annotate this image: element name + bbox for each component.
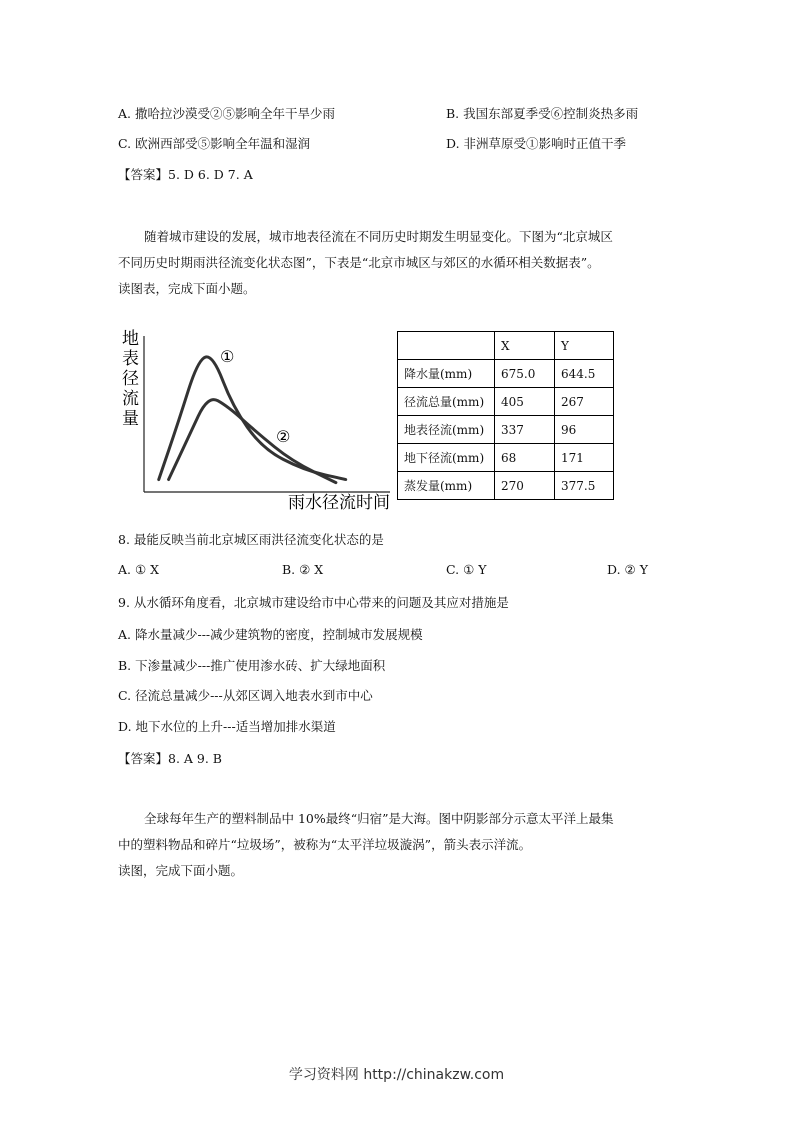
q9-option-a: A. 降水量减少---减少建筑物的密度，控制城市发展规模 <box>118 627 423 642</box>
intro-paragraph-runoff <box>118 224 678 302</box>
table-row <box>398 360 614 388</box>
q9-option-d: D. 地下水位的上升---适当增加排水渠道 <box>118 719 336 734</box>
x-axis-label: 雨水径流时间 <box>288 493 390 513</box>
table-cell: 675.0 <box>495 360 555 388</box>
q8-option-d: D. ② Y <box>607 562 648 577</box>
table-cell: 337 <box>495 416 555 444</box>
intro-line-2: 不同历史时期雨洪径流变化状态图”，下表是“北京市城区与郊区的水循环相关数据表”。 <box>118 255 600 270</box>
table-row <box>398 388 614 416</box>
table-header-cell: X <box>495 332 555 360</box>
intro-paragraph-plastic <box>118 806 678 884</box>
table-cell: 径流总量(mm) <box>398 388 495 416</box>
series-line-1 <box>159 357 346 480</box>
table-header-row <box>398 332 614 360</box>
table-cell: 267 <box>555 388 614 416</box>
y-axis-label-char: 流 <box>122 389 139 409</box>
table-row <box>398 472 614 500</box>
y-axis-label-char: 表 <box>122 349 139 369</box>
y-axis-label-char: 地 <box>122 329 139 349</box>
curve-1-label: ① <box>220 347 235 366</box>
table-cell: 270 <box>495 472 555 500</box>
table-cell: 96 <box>555 416 614 444</box>
table-cell: 蒸发量(mm) <box>398 472 495 500</box>
intro-line-2: 中的塑料物品和碎片“垃圾场”，被称为“太平洋垃圾漩涡”，箭头表示洋流。 <box>118 837 532 852</box>
intro-line-3: 读图，完成下面小题。 <box>118 863 244 878</box>
curve-2-label: ② <box>276 427 291 446</box>
series-line-2 <box>169 400 336 483</box>
q9-stem: 9. 从水循环角度看，北京城市建设给市中心带来的问题及其应对措施是 <box>118 595 509 610</box>
water-cycle-table <box>397 331 614 500</box>
table-cell: 降水量(mm) <box>398 360 495 388</box>
table-cell: 地下径流(mm) <box>398 444 495 472</box>
table-cell: 68 <box>495 444 555 472</box>
table-header-cell: Y <box>555 332 614 360</box>
table-cell: 377.5 <box>555 472 614 500</box>
footer-site-link[interactable]: 学习资料网 http://chinakzw.com <box>288 1067 505 1083</box>
q8-option-a: A. ① X <box>118 562 160 577</box>
table-cell: 地表径流(mm) <box>398 416 495 444</box>
y-axis-label-char: 径 <box>122 369 139 389</box>
q9-option-c: C. 径流总量减少---从郊区调入地表水到市中心 <box>118 688 373 703</box>
q7-option-d: D. 非洲草原受①影响时正值干季 <box>446 136 627 151</box>
q7-option-c: C. 欧洲西部受⑤影响全年温和湿润 <box>118 136 311 151</box>
table-row <box>398 444 614 472</box>
y-axis-label-char: 量 <box>122 409 139 429</box>
table-row <box>398 416 614 444</box>
runoff-chart <box>118 322 398 522</box>
answer-5-7: 【答案】5. D 6. D 7. A <box>118 167 253 182</box>
intro-line-1: 随着城市建设的发展，城市地表径流在不同历史时期发生明显变化。下图为“北京城区 <box>144 229 613 244</box>
table-header-cell <box>398 332 495 360</box>
intro-line-3: 读图表，完成下面小题。 <box>118 281 256 296</box>
q8-option-c: C. ① Y <box>446 562 487 577</box>
answer-8-9: 【答案】8. A 9. B <box>118 751 222 766</box>
q8-option-b: B. ② X <box>282 562 324 577</box>
table-cell: 405 <box>495 388 555 416</box>
table-cell: 171 <box>555 444 614 472</box>
table-cell: 644.5 <box>555 360 614 388</box>
q7-option-a: A. 撒哈拉沙漠受②⑤影响全年干旱少雨 <box>118 106 335 121</box>
q8-stem: 8. 最能反映当前北京城区雨洪径流变化状态的是 <box>118 532 384 547</box>
q9-option-b: B. 下渗量减少---推广使用渗水砖、扩大绿地面积 <box>118 658 386 673</box>
q7-option-b: B. 我国东部夏季受⑥控制炎热多雨 <box>446 106 639 121</box>
intro-line-1: 全球每年生产的塑料制品中 10%最终“归宿”是大海。图中阴影部分示意太平洋上最集 <box>144 811 614 826</box>
